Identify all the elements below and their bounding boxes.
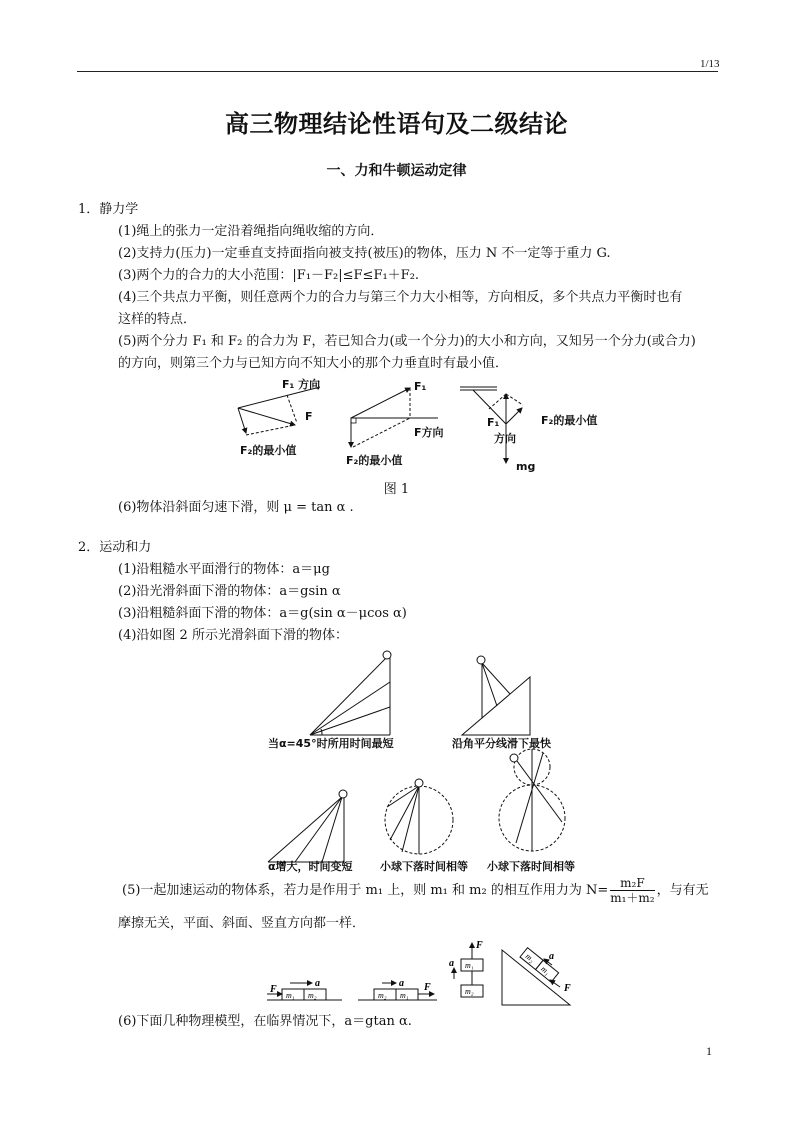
- fig1-label-f2-min-b: F₂的最小值: [346, 454, 403, 467]
- statics-item-4: (4)三个共点力平衡，则任意两个力的合力与第三个力大小相等，方向相反，多个共点力平衡时也有: [118, 290, 683, 305]
- statics-item-5-cont: 的方向，则第三个力与已知方向不知大小的那个力垂直时有最小值．: [118, 356, 509, 371]
- motion-item-3: (3)沿粗糙斜面下滑的物体：a＝g(sin α－μcos α): [118, 606, 407, 621]
- fig3b-f-label: F: [424, 982, 431, 993]
- fig1-label-f2-min-a: F₂的最小值: [240, 444, 297, 457]
- section-heading-motion: 2．运动和力: [78, 540, 152, 555]
- fig1-label-f1-direction: F₁ 方向: [282, 378, 321, 391]
- fraction-denominator: m₁＋m₂: [610, 891, 655, 905]
- fig3d-m2-label: m₂: [523, 951, 537, 965]
- fig1-label-mg: mg: [516, 460, 536, 473]
- motion-item-5-tail: ，与有无: [656, 883, 709, 898]
- statics-item-3: (3)两个力的合力的大小范围：|F₁－F₂|≤F≤F₁＋F₂.: [118, 268, 420, 283]
- motion-item-2: (2)沿光滑斜面下滑的物体：a＝gsin α: [118, 584, 341, 599]
- statics-item-1: (1)绳上的张力一定沿着绳指向绳收缩的方向．: [118, 224, 384, 239]
- fig3d-a-label: a: [549, 951, 554, 962]
- fig2-caption-equal-time-1: 小球下落时间相等: [380, 860, 468, 873]
- statics-item-5: (5)两个分力 F₁ 和 F₂ 的合力为 F，若已知合力(或一个分力)的大小和方向，又知另一个分力(或合力): [118, 334, 696, 349]
- figure-3-diagram: [262, 935, 592, 1010]
- fig2-caption-bisector: 沿角平分线滑下最快: [452, 737, 551, 750]
- fig3d-m1-label: m₁: [539, 964, 552, 977]
- motion-item-6: (6)下面几种物理模型，在临界情况下，a＝gtan α.: [118, 1014, 412, 1029]
- fig3c-a-label: a: [449, 958, 454, 969]
- motion-item-5: [122, 876, 709, 905]
- fig1-label-f1-b: F₁: [414, 380, 427, 393]
- statics-item-2: (2)支持力(压力)一定垂直支持面指向被支持(被压)的物体，压力 N 不一定等于重力 G.: [118, 246, 611, 261]
- fig3c-f-label: F: [476, 940, 483, 951]
- fig2-caption-45deg: 当α=45°时所用时间最短: [268, 737, 394, 750]
- header-rule: [77, 71, 718, 72]
- fig3b-m1-label: m₁: [400, 991, 409, 1000]
- figure-2-diagram: [260, 645, 590, 875]
- fig1-label-f-direction: F方向: [414, 426, 444, 439]
- fig3a-f-label: F: [270, 984, 277, 995]
- fig3d-f-label: F: [564, 983, 571, 994]
- section-heading-statics: 1．静力学: [78, 202, 139, 217]
- figure-1-caption: 图 1: [383, 482, 410, 497]
- fig1-label-f2-min-c: F₂的最小值: [541, 414, 598, 427]
- statics-item-6: (6)物体沿斜面匀速下滑，则 μ = tan α .: [118, 500, 354, 515]
- fig3c-m1-label: m₁: [465, 961, 474, 970]
- fig1-label-f: F: [305, 410, 313, 423]
- motion-item-5-cont: 摩擦无关，平面、斜面、竖直方向都一样．: [118, 916, 366, 931]
- statics-item-4-cont: 这样的特点．: [118, 312, 197, 327]
- fig3a-m1-label: m₁: [286, 991, 295, 1000]
- formula-n-fraction: [610, 876, 654, 905]
- motion-item-4: (4)沿如图 2 所示光滑斜面下滑的物体：: [118, 628, 348, 643]
- motion-item-5-text: (5)一起加速运动的物体系，若力是作用于 m₁ 上，则 m₁ 和 m₂ 的相互作用力为 N=: [122, 883, 609, 898]
- fig2-caption-equal-time-2: 小球下落时间相等: [487, 860, 575, 873]
- fraction-numerator: m₂F: [610, 876, 654, 891]
- document-title: 高三物理结论性语句及二级结论: [225, 110, 568, 138]
- fig1-label-f1-c: F₁: [487, 416, 500, 429]
- fig3c-m2-label: m₂: [465, 987, 474, 996]
- fig2-caption-alpha-increase: α增大，时间变短: [268, 860, 353, 873]
- fig3a-a-label: a: [315, 978, 320, 989]
- chapter-heading: 一、力和牛顿运动定律: [326, 163, 467, 179]
- fig3b-a-label: a: [399, 978, 404, 989]
- page-number: 1: [706, 1044, 712, 1058]
- page-indicator: 1/13: [700, 58, 720, 70]
- fig3b-m2-label: m₂: [378, 991, 387, 1000]
- motion-item-1: (1)沿粗糙水平面滑行的物体：a＝μg: [118, 562, 330, 577]
- fig3a-m2-label: m₂: [308, 991, 317, 1000]
- fig1-label-direction-c: 方向: [494, 432, 516, 445]
